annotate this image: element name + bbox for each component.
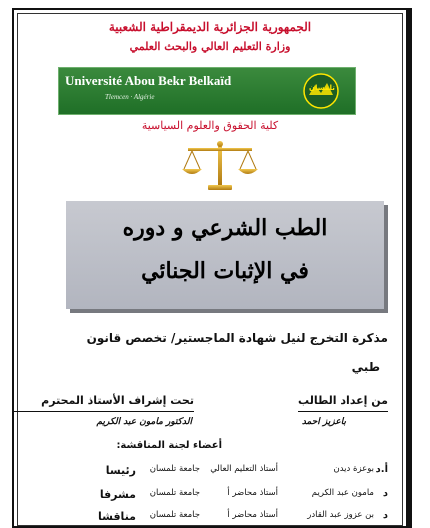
jury-university: جامعة تلمسان xyxy=(149,510,200,520)
scales-of-justice-icon xyxy=(180,139,260,194)
supervision-heading-underline xyxy=(14,411,194,412)
republic-header: الجمهورية الجزائرية الديمقراطية الشعبية xyxy=(108,20,312,34)
jury-rank: أستاذ محاضر أ xyxy=(227,510,278,520)
jury-name: بن عزوز عبد القادر xyxy=(307,510,374,520)
jury-member-row xyxy=(98,510,388,528)
supervision-heading: تحت إشراف الأستاذ المحترم xyxy=(41,394,194,407)
thesis-title-line-2: في الإثبات الجنائي xyxy=(141,258,309,284)
jury-title: أعضاء لجنة المناقشة: xyxy=(116,440,222,451)
ministry-header: وزارة التعليم العالي والبحث العلمي xyxy=(129,40,291,53)
jury-role: رئيسا xyxy=(105,464,136,477)
jury-university: جامعة تلمسان xyxy=(149,464,200,474)
student-heading: من إعداد الطالب xyxy=(298,394,388,407)
jury-name: بوعزة ديدن xyxy=(333,464,374,474)
student-heading-underline xyxy=(298,411,388,412)
jury-role: مشرفا xyxy=(99,488,136,501)
jury-member-row xyxy=(99,488,388,506)
memo-description: مذكرة التخرج لنيل شهادة الماجستير/ تخصص قانون xyxy=(86,331,388,345)
supervisor-name: الدكتور مامون عبد الكريم xyxy=(96,417,192,427)
jury-name: مامون عبد الكريم xyxy=(311,488,374,498)
logo-label: تلمسان xyxy=(309,84,335,92)
jury-prefix: أ.د xyxy=(375,464,388,475)
jury-prefix: د xyxy=(382,510,388,521)
jury-prefix: د xyxy=(382,488,388,499)
jury-role: مناقشا xyxy=(98,510,136,523)
thesis-title-line-1: الطب الشرعي و دوره xyxy=(122,215,328,241)
university-name: Université Abou Bekr Belkaïd xyxy=(65,73,232,88)
faculty-name: كلية الحقوق والعلوم السياسية xyxy=(141,119,279,132)
inner-border xyxy=(17,13,403,526)
jury-rank: أستاذ التعليم العالي xyxy=(210,464,278,474)
university-banner xyxy=(58,67,356,115)
jury-rank: أستاذ محاضر أ xyxy=(227,488,278,498)
student-name: باعزيز احمد xyxy=(301,417,346,427)
jury-university: جامعة تلمسان xyxy=(149,488,200,498)
document-page xyxy=(12,8,412,528)
jury-member-row xyxy=(105,464,388,482)
thesis-title-box xyxy=(66,201,384,309)
memo-specialty: طبي xyxy=(351,360,380,374)
university-subtitle: Tlemcen · Algérie xyxy=(105,93,155,101)
